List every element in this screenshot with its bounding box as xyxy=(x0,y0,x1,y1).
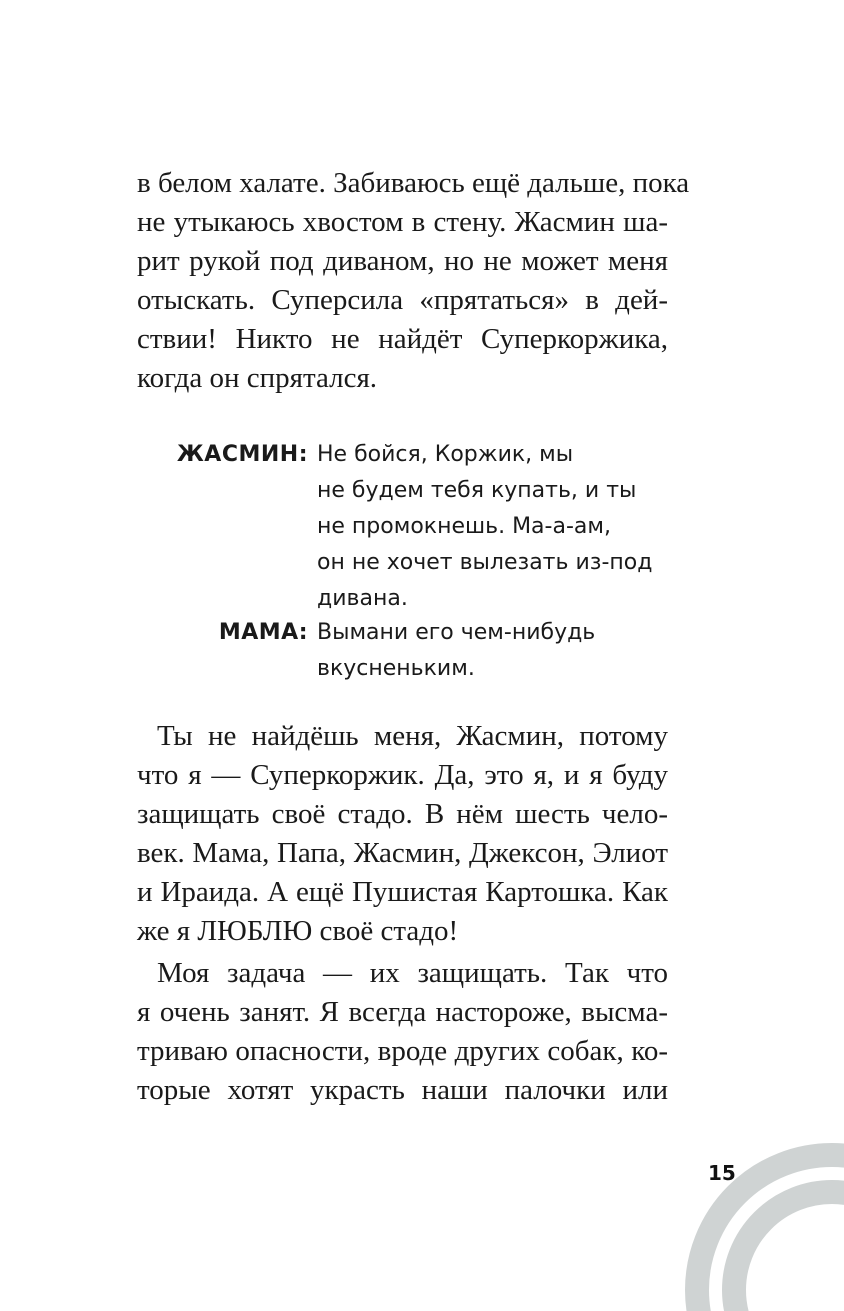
paragraph-1-line-3: рит рукой под диваном, но не может меня xyxy=(137,245,668,277)
dialogue-line: Вымани его чем-нибудь xyxy=(317,620,596,645)
dialogue-line: не промокнешь. Ма-а-ам, xyxy=(317,514,611,539)
dialogue-line: Не бойся, Коржик, мы xyxy=(317,442,574,467)
paragraph-2-line-5: и Ираида. А ещё Пушистая Картошка. Как xyxy=(137,876,668,908)
dialogue-line: вкусненьким. xyxy=(317,656,475,681)
dialogue-line: он не хочет вылезать из-под xyxy=(317,550,653,575)
paragraph-3-line-2: я очень занят. Я всегда настороже, высма- xyxy=(137,996,668,1028)
paragraph-2-line-1: Ты не найдёшь меня, Жасмин, потому xyxy=(157,720,668,752)
page-number: 15 xyxy=(708,1161,736,1185)
paragraph-1-line-6: когда он спрятался. xyxy=(137,362,378,394)
paragraph-2-line-3: защищать своё стадо. В нём шесть чело- xyxy=(137,798,668,830)
paragraph-1-line-2: не утыкаюсь хвостом в стену. Жасмин ша- xyxy=(137,206,668,238)
paragraph-1-line-4: отыскать. Суперсила «прятаться» в дей- xyxy=(137,284,668,316)
dialogue-line: дивана. xyxy=(317,586,408,611)
paragraph-3-line-1: Моя задача — их защищать. Так что xyxy=(157,957,668,989)
dialogue-speaker-jasmine: ЖАСМИН: xyxy=(176,442,308,467)
paragraph-1-line-5: ствии! Никто не найдёт Суперкоржика, xyxy=(137,323,668,355)
paragraph-2-line-4: век. Мама, Папа, Жасмин, Джексон, Элиот xyxy=(137,837,668,869)
paragraph-2-line-6: же я ЛЮБЛЮ своё стадо! xyxy=(137,915,459,947)
dialogue-speaker-mom: МАМА: xyxy=(218,620,308,645)
paragraph-1-line-1: в белом халате. Забиваюсь ещё дальше, пока xyxy=(137,167,690,199)
dialogue-line: не будем тебя купать, и ты xyxy=(317,478,637,503)
paragraph-3-line-3: триваю опасности, вроде других собак, ко- xyxy=(137,1035,668,1067)
paragraph-3-line-4: торые хотят украсть наши палочки или xyxy=(137,1074,668,1106)
paragraph-2-line-2: что я — Суперкоржик. Да, это я, и я буду xyxy=(137,759,668,791)
inner-ring xyxy=(734,1192,844,1311)
